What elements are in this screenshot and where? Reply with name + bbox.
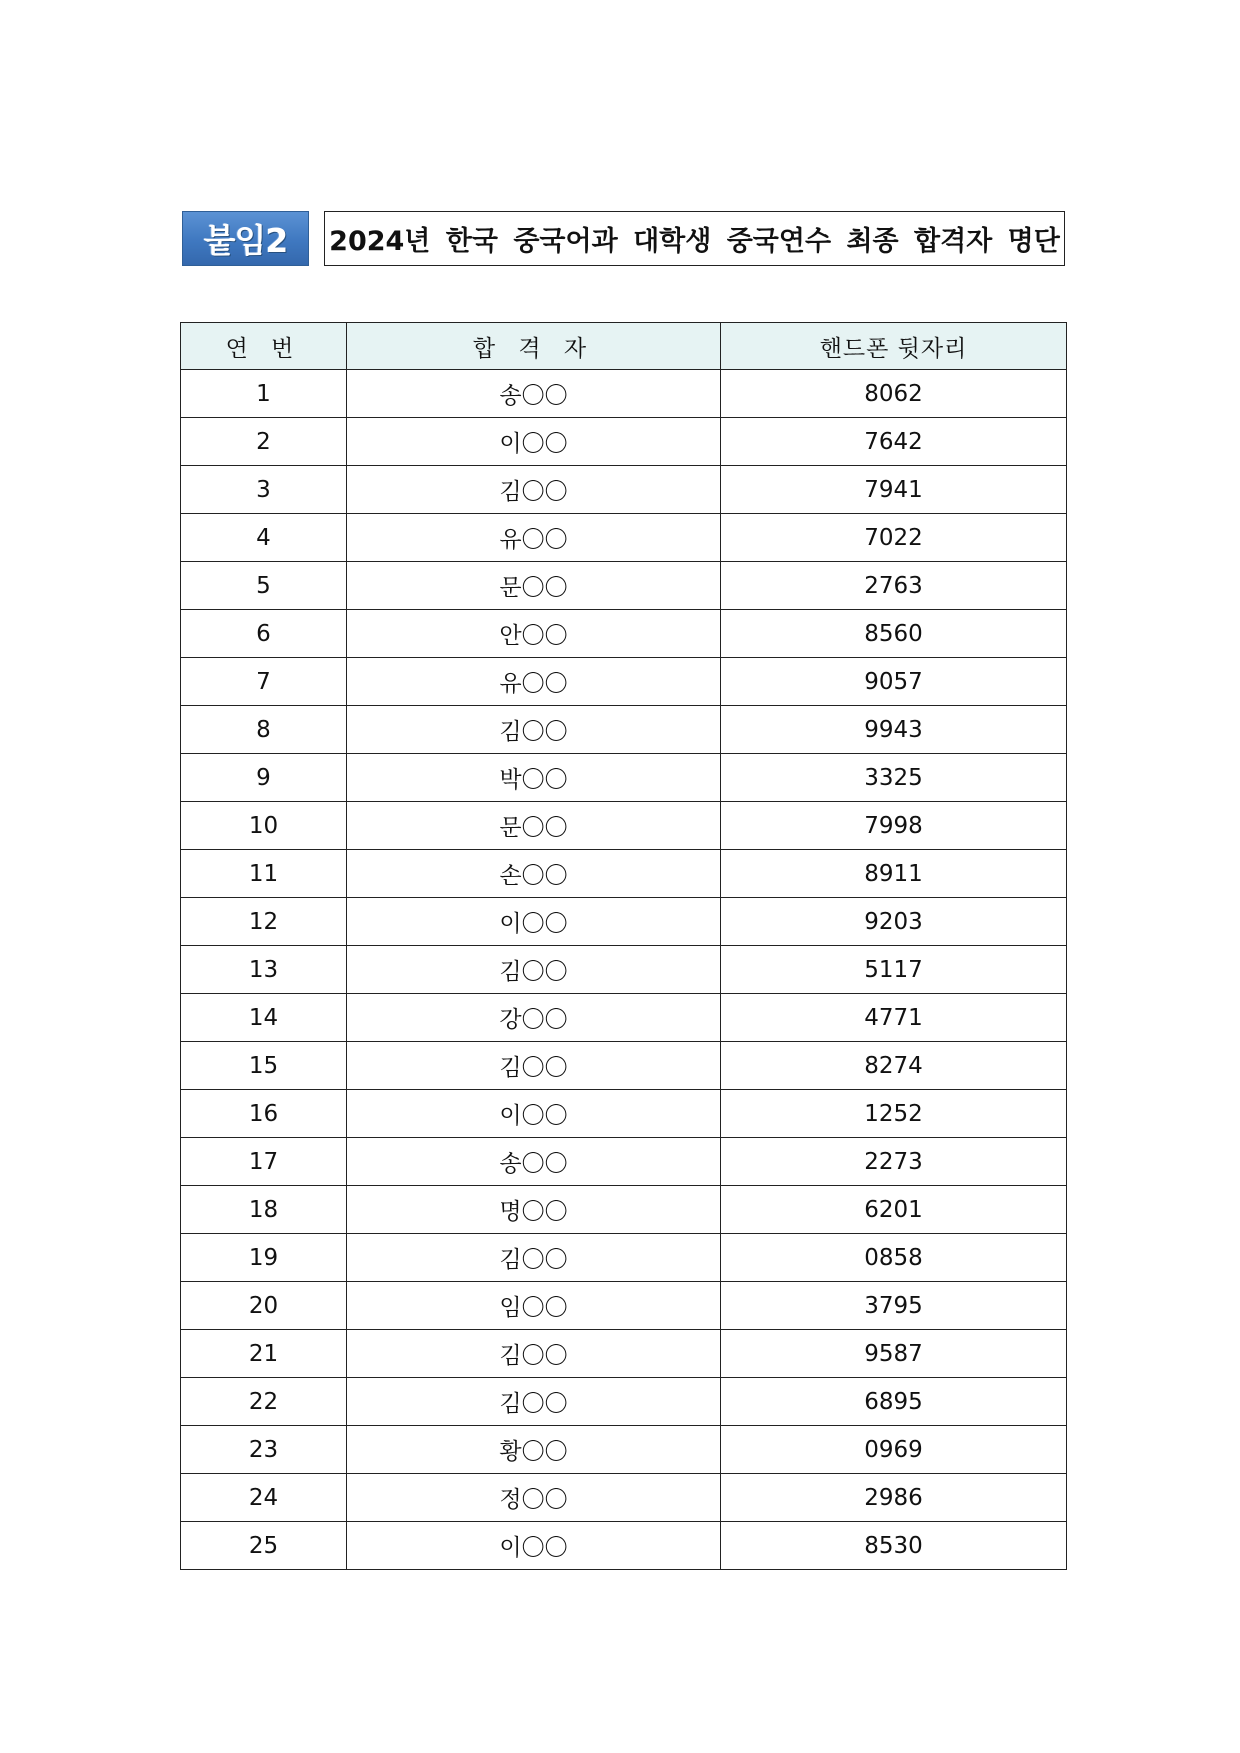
cell-phone: 9203 xyxy=(721,898,1067,946)
cell-number: 20 xyxy=(181,1282,347,1330)
cell-phone: 9943 xyxy=(721,706,1067,754)
cell-phone: 2273 xyxy=(721,1138,1067,1186)
cell-number: 16 xyxy=(181,1090,347,1138)
cell-name: 이〇〇 xyxy=(347,1522,721,1570)
cell-phone: 7642 xyxy=(721,418,1067,466)
cell-number: 23 xyxy=(181,1426,347,1474)
cell-name: 박〇〇 xyxy=(347,754,721,802)
cell-number: 25 xyxy=(181,1522,347,1570)
cell-name: 유〇〇 xyxy=(347,514,721,562)
cell-name: 이〇〇 xyxy=(347,418,721,466)
cell-number: 1 xyxy=(181,370,347,418)
cell-phone: 2986 xyxy=(721,1474,1067,1522)
cell-number: 5 xyxy=(181,562,347,610)
cell-number: 6 xyxy=(181,610,347,658)
cell-name: 문〇〇 xyxy=(347,562,721,610)
table-row xyxy=(181,754,1067,802)
cell-name: 김〇〇 xyxy=(347,466,721,514)
cell-number: 9 xyxy=(181,754,347,802)
cell-phone: 2763 xyxy=(721,562,1067,610)
cell-name: 김〇〇 xyxy=(347,1042,721,1090)
cell-phone: 0969 xyxy=(721,1426,1067,1474)
column-header-number: 연 번 xyxy=(181,323,347,370)
cell-number: 21 xyxy=(181,1330,347,1378)
table-row xyxy=(181,1330,1067,1378)
cell-name: 김〇〇 xyxy=(347,946,721,994)
table-row xyxy=(181,562,1067,610)
cell-phone: 3795 xyxy=(721,1282,1067,1330)
table-row xyxy=(181,706,1067,754)
attachment-badge: 붙임2 xyxy=(182,211,309,266)
table-row xyxy=(181,994,1067,1042)
cell-phone: 7998 xyxy=(721,802,1067,850)
cell-name: 정〇〇 xyxy=(347,1474,721,1522)
cell-number: 19 xyxy=(181,1234,347,1282)
table-row xyxy=(181,466,1067,514)
table-row xyxy=(181,1234,1067,1282)
cell-number: 8 xyxy=(181,706,347,754)
cell-number: 4 xyxy=(181,514,347,562)
cell-phone: 4771 xyxy=(721,994,1067,1042)
cell-number: 24 xyxy=(181,1474,347,1522)
cell-name: 이〇〇 xyxy=(347,1090,721,1138)
table-row xyxy=(181,1474,1067,1522)
cell-name: 명〇〇 xyxy=(347,1186,721,1234)
cell-number: 3 xyxy=(181,466,347,514)
table-row xyxy=(181,1042,1067,1090)
table-row xyxy=(181,610,1067,658)
table-row xyxy=(181,802,1067,850)
cell-phone: 1252 xyxy=(721,1090,1067,1138)
roster-body xyxy=(181,370,1067,1570)
cell-name: 임〇〇 xyxy=(347,1282,721,1330)
cell-phone: 9587 xyxy=(721,1330,1067,1378)
table-row xyxy=(181,1282,1067,1330)
cell-number: 12 xyxy=(181,898,347,946)
cell-phone: 5117 xyxy=(721,946,1067,994)
cell-name: 안〇〇 xyxy=(347,610,721,658)
table-row xyxy=(181,1138,1067,1186)
cell-number: 7 xyxy=(181,658,347,706)
cell-phone: 6201 xyxy=(721,1186,1067,1234)
cell-name: 유〇〇 xyxy=(347,658,721,706)
table-row xyxy=(181,514,1067,562)
cell-name: 김〇〇 xyxy=(347,1234,721,1282)
document-title: 2024년 한국 중국어과 대학생 중국연수 최종 합격자 명단 xyxy=(324,211,1065,266)
cell-number: 14 xyxy=(181,994,347,1042)
table-header-row xyxy=(181,323,1067,370)
cell-phone: 8274 xyxy=(721,1042,1067,1090)
cell-phone: 6895 xyxy=(721,1378,1067,1426)
cell-name: 문〇〇 xyxy=(347,802,721,850)
table-row xyxy=(181,418,1067,466)
table-row xyxy=(181,370,1067,418)
cell-name: 김〇〇 xyxy=(347,1330,721,1378)
cell-phone: 7941 xyxy=(721,466,1067,514)
cell-number: 18 xyxy=(181,1186,347,1234)
cell-number: 2 xyxy=(181,418,347,466)
cell-name: 황〇〇 xyxy=(347,1426,721,1474)
cell-number: 15 xyxy=(181,1042,347,1090)
cell-name: 손〇〇 xyxy=(347,850,721,898)
cell-name: 김〇〇 xyxy=(347,706,721,754)
table-row xyxy=(181,1186,1067,1234)
cell-phone: 8530 xyxy=(721,1522,1067,1570)
cell-name: 송〇〇 xyxy=(347,370,721,418)
cell-name: 김〇〇 xyxy=(347,1378,721,1426)
cell-phone: 8911 xyxy=(721,850,1067,898)
cell-phone: 8062 xyxy=(721,370,1067,418)
table-row xyxy=(181,1090,1067,1138)
table-row xyxy=(181,658,1067,706)
cell-phone: 9057 xyxy=(721,658,1067,706)
cell-name: 송〇〇 xyxy=(347,1138,721,1186)
table-row xyxy=(181,1522,1067,1570)
table-row xyxy=(181,1378,1067,1426)
table-row xyxy=(181,898,1067,946)
roster-table xyxy=(180,322,1067,1570)
column-header-name: 합 격 자 xyxy=(347,323,721,370)
cell-number: 17 xyxy=(181,1138,347,1186)
cell-number: 11 xyxy=(181,850,347,898)
cell-phone: 0858 xyxy=(721,1234,1067,1282)
cell-name: 이〇〇 xyxy=(347,898,721,946)
table-row xyxy=(181,946,1067,994)
column-header-phone: 핸드폰 뒷자리 xyxy=(721,323,1067,370)
cell-phone: 8560 xyxy=(721,610,1067,658)
table-row xyxy=(181,1426,1067,1474)
cell-name: 강〇〇 xyxy=(347,994,721,1042)
table-row xyxy=(181,850,1067,898)
cell-number: 22 xyxy=(181,1378,347,1426)
cell-phone: 7022 xyxy=(721,514,1067,562)
cell-phone: 3325 xyxy=(721,754,1067,802)
cell-number: 10 xyxy=(181,802,347,850)
cell-number: 13 xyxy=(181,946,347,994)
